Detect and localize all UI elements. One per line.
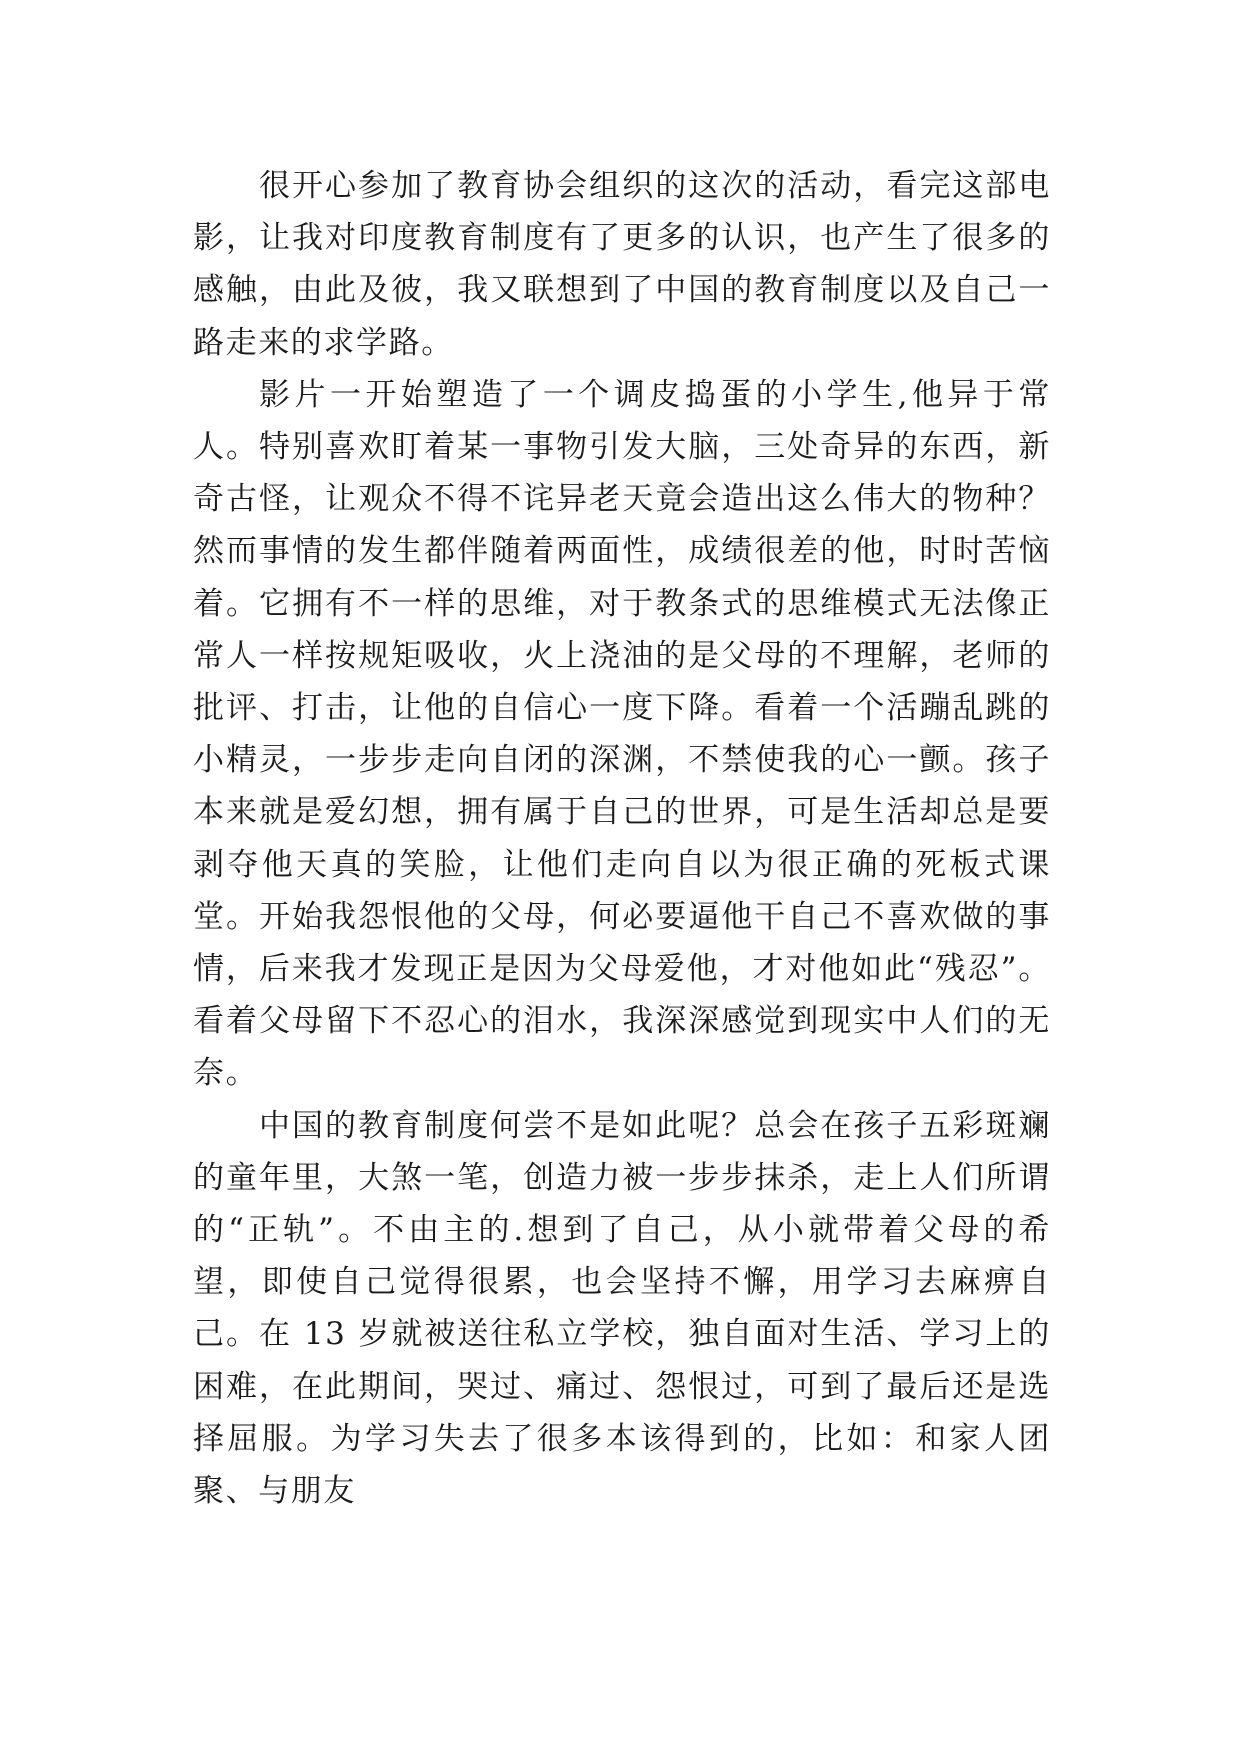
paragraph-3: 中国的教育制度何尝不是如此呢？总会在孩子五彩斑斓的童年里，大煞一笔，创造力被一步步抹杀，走上人们所谓的“正轨”。不由主的.想到了自己，从小就带着父母的希望，即使自己觉得很累，也会坚持不懈，用学习去麻痹自己。在 13 岁就被送往私立学校，独自面对生活、学习上的困难，在此期间，哭过、痛过、怨恨过，可到了最后还是选择屈服。为学习失去了很多本该得到的，比如：和家人团聚、与朋友 — [193, 1107, 1051, 1510]
paragraph-1: 很开心参加了教育协会组织的这次的活动，看完这部电影，让我对印度教育制度有了更多的认识，也产生了很多的感触，由此及彼，我又联想到了中国的教育制度以及自己一路走来的求学路。 — [193, 168, 1051, 361]
document-body — [193, 160, 1051, 1517]
paragraph-2: 影片一开始塑造了一个调皮捣蛋的小学生,他异于常人。特别喜欢盯着某一事物引发大脑，三处奇异的东西，新奇古怪，让观众不得不诧异老天竟会造出这么伟大的物种？然而事情的发生都伴随着两面性，成绩很差的他，时时苦恼着。它拥有不一样的思维，对于教条式的思维模式无法像正常人一样按规矩吸收，火上浇油的是父母的不理解，老师的批评、打击，让他的自信心一度下降。看着一个活蹦乱跳的小精灵，一步步走向自闭的深渊，不禁使我的心一颤。孩子本来就是爱幻想，拥有属于自己的世界，可是生活却总是要剥夺他天真的笑脸，让他们走向自以为很正确的死板式课堂。开始我怨恨他的父母，何必要逼他干自己不喜欢做的事情，后来我才发现正是因为父母爱他，才对他如此“残忍”。看着父母留下不忍心的泪水，我深深感觉到现实中人们的无奈。 — [193, 376, 1051, 1092]
